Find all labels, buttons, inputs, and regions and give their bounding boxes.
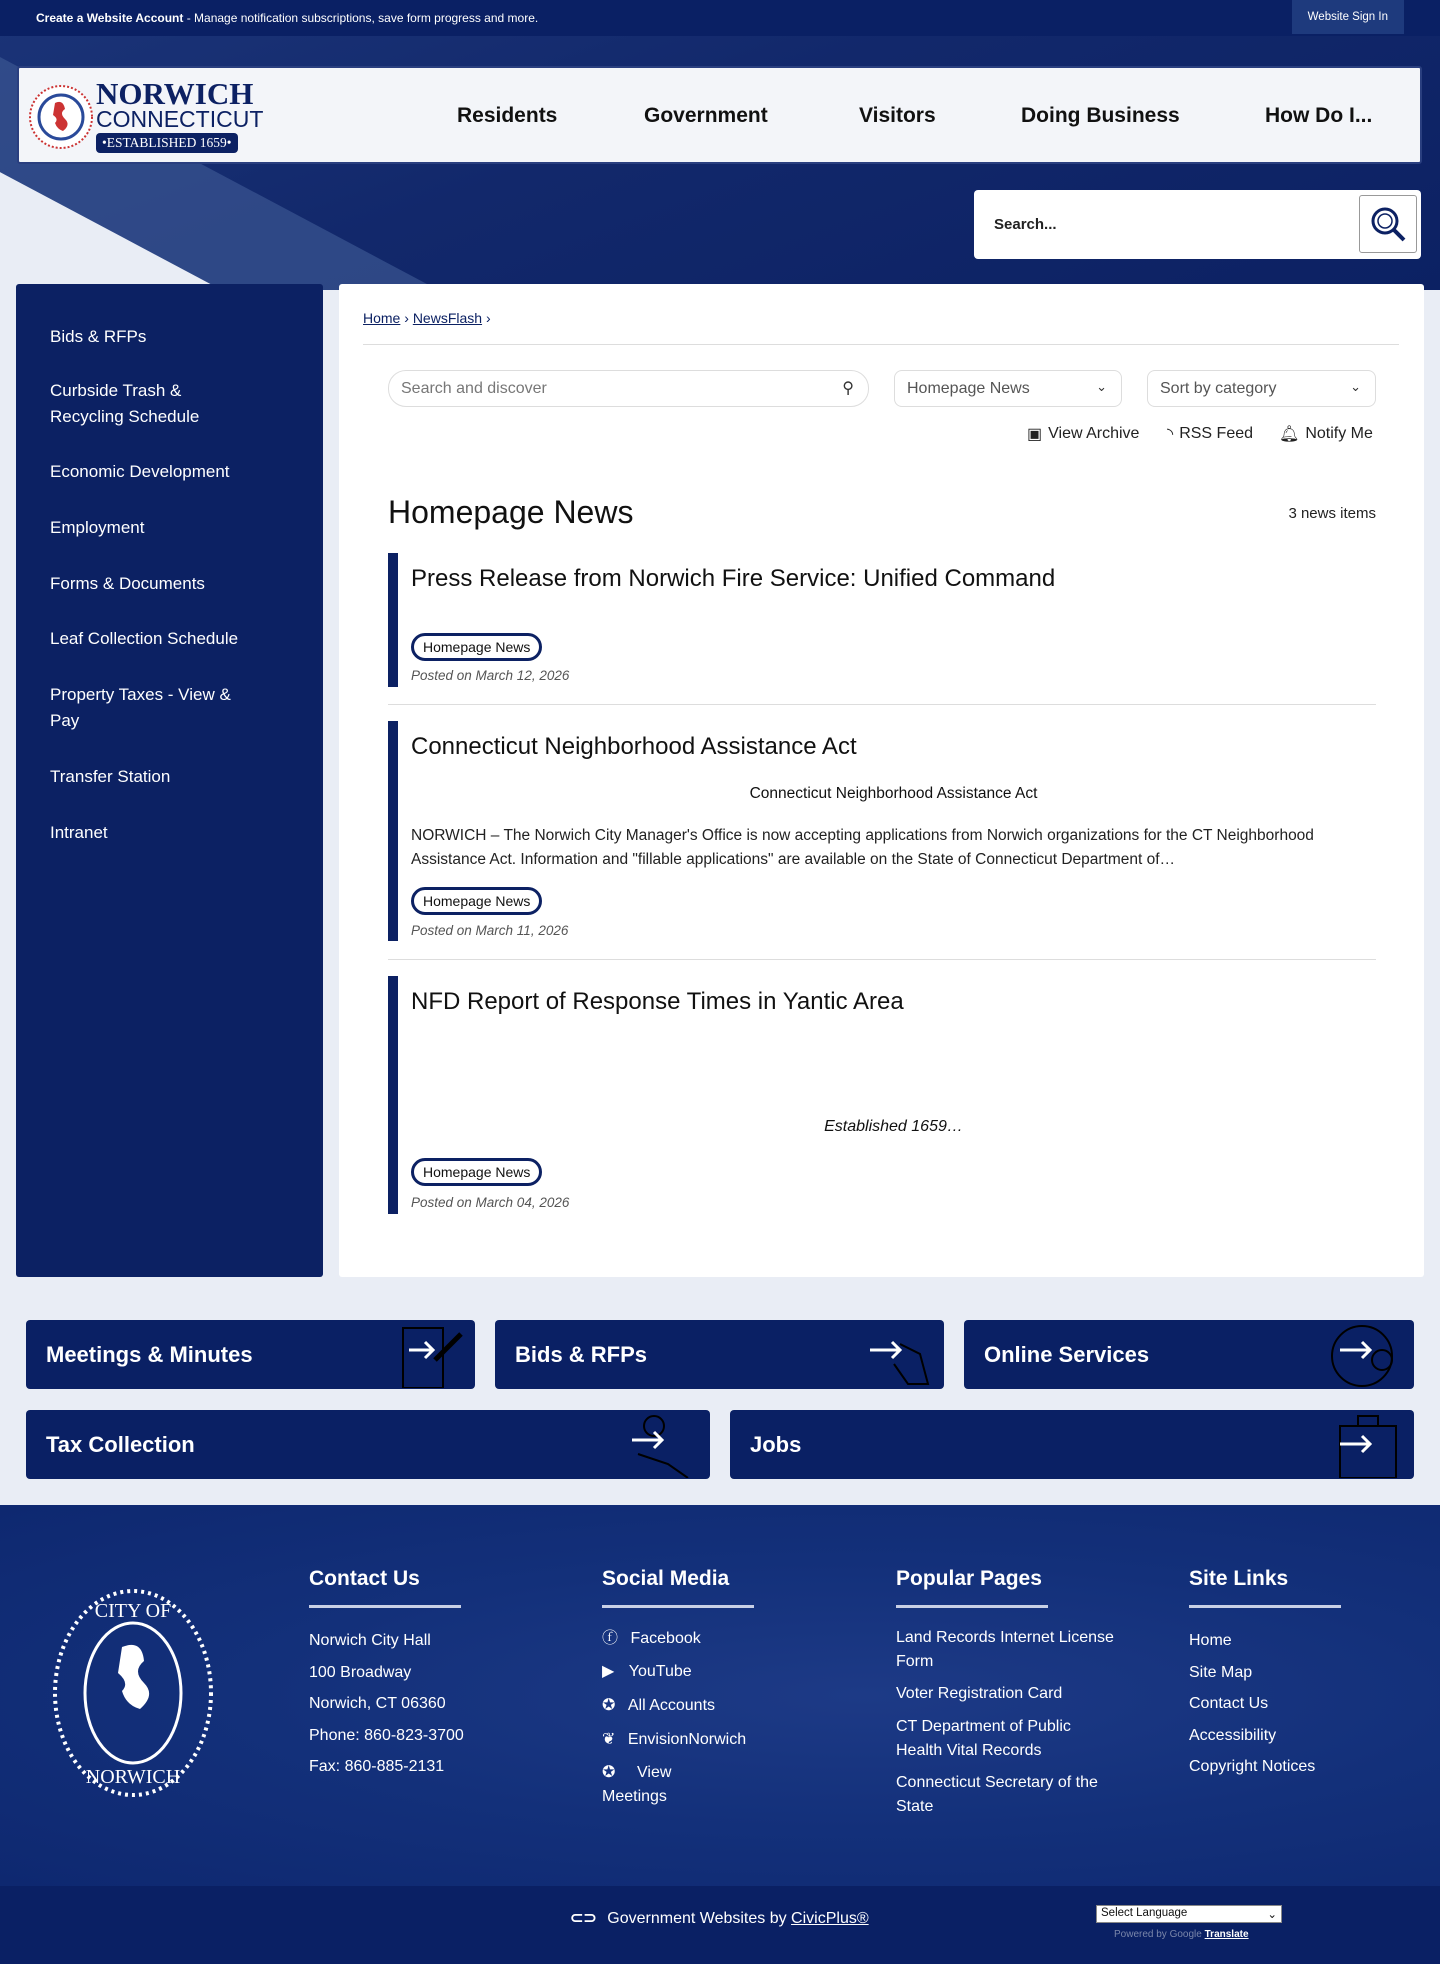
nav-how-do-i[interactable]: How Do I... — [1265, 104, 1373, 127]
chevron-down-icon: ⌄ — [1267, 1909, 1277, 1921]
city-seal-icon — [29, 73, 97, 161]
nav-residents[interactable]: Residents — [457, 104, 558, 127]
divider — [388, 704, 1376, 705]
breadcrumb — [363, 310, 491, 326]
social-youtube[interactable]: ▶ YouTube — [602, 1663, 692, 1680]
site-link-copyright[interactable]: Copyright Notices — [1189, 1758, 1316, 1775]
civicplus-icon: ⊂⊃ — [570, 1910, 597, 1927]
star-badge-icon: ✪ — [602, 1764, 616, 1781]
social-view-meetings[interactable]: ✪ View Meetings — [602, 1761, 742, 1809]
sidebar-item-intranet[interactable]: Intranet — [50, 823, 108, 842]
sidebar-item-forms[interactable]: Forms & Documents — [50, 574, 205, 593]
category-tag[interactable]: Homepage News — [411, 633, 542, 661]
hand-arrow-icon — [860, 1324, 940, 1388]
briefcase-arrow-icon — [1330, 1414, 1410, 1478]
sidebar-item-employment[interactable]: Employment — [50, 518, 145, 537]
globe-arrow-icon — [1330, 1324, 1410, 1388]
page-title: Homepage News — [388, 494, 634, 530]
tile-tax-collection[interactable]: Tax Collection — [26, 1410, 710, 1479]
bottom-bar — [0, 1886, 1440, 1964]
news-count: 3 news items — [1288, 505, 1376, 522]
rss-icon: ◝ — [1167, 426, 1174, 443]
site-link-contact[interactable]: Contact Us — [1189, 1695, 1269, 1712]
social-envision[interactable]: ❦ EnvisionNorwich — [602, 1731, 747, 1748]
heading-underline — [1189, 1605, 1341, 1608]
news-title[interactable]: NFD Report of Response Times in Yantic Area — [411, 988, 904, 1015]
site-link-accessibility[interactable]: Accessibility — [1189, 1726, 1277, 1744]
header — [17, 66, 1422, 164]
tile-bids[interactable]: Bids & RFPs — [495, 1320, 944, 1389]
tile-meetings[interactable]: Meetings & Minutes — [26, 1320, 475, 1389]
facebook-icon: ⓕ — [602, 1630, 619, 1647]
category-tag[interactable]: Homepage News — [411, 887, 542, 915]
bell-icon: 🔔︎ — [1279, 426, 1300, 443]
posted-date: Posted on March 04, 2026 — [411, 1195, 570, 1210]
heading-underline — [896, 1605, 1048, 1608]
social-all-accounts[interactable]: ✪ All Accounts — [602, 1697, 716, 1714]
city-seal-icon — [52, 1587, 214, 1799]
sidebar-item-transfer[interactable]: Transfer Station — [50, 767, 171, 786]
sidebar-item-trash[interactable]: Curbside Trash & Recycling Schedule — [50, 381, 200, 426]
footer — [0, 1505, 1440, 1886]
news-subtitle: Connecticut Neighborhood Assistance Act — [749, 785, 1038, 802]
nav-visitors[interactable]: Visitors — [859, 104, 936, 127]
chevron-down-icon: ⌄ — [1350, 379, 1361, 394]
tile-jobs[interactable]: Jobs — [730, 1410, 1414, 1479]
posted-date: Posted on March 11, 2026 — [411, 923, 569, 938]
footer-heading-contact: Contact Us — [309, 1567, 420, 1590]
main-content — [339, 284, 1424, 1277]
civicplus-credit: ⊂⊃ Government Websites by CivicPlus® — [570, 1910, 869, 1927]
divider — [363, 344, 1399, 345]
clipboard-arrow-icon — [391, 1324, 471, 1388]
sidebar-item-taxes[interactable]: Property Taxes - View & Pay — [50, 685, 231, 730]
sidebar-item-economic[interactable]: Economic Development — [50, 462, 230, 481]
sidebar — [16, 284, 323, 1277]
archive-icon: ▣ — [1027, 426, 1043, 443]
language-select[interactable]: Select Language ⌄ — [1096, 1905, 1282, 1923]
svg-text:CITY OF: CITY OF — [94, 1600, 172, 1622]
chevron-down-icon: ⌄ — [1096, 379, 1107, 394]
logo-established: •ESTABLISHED 1659• — [96, 133, 238, 153]
sidebar-item-bids[interactable]: Bids & RFPs — [50, 327, 147, 346]
footer-heading-social: Social Media — [602, 1567, 730, 1590]
site-link-home[interactable]: Home — [1189, 1632, 1232, 1649]
rss-feed-link[interactable]: ◝ RSS Feed — [1167, 425, 1254, 443]
envision-icon: ❦ — [602, 1731, 616, 1748]
category-select[interactable]: Homepage News ⌄ — [894, 370, 1122, 407]
popular-link[interactable]: CT Department of Public Health Vital Records — [896, 1718, 1071, 1759]
sidebar-item-leaf[interactable]: Leaf Collection Schedule — [50, 629, 239, 648]
breadcrumb-sep: › — [404, 310, 409, 326]
sort-select[interactable]: Sort by category ⌄ — [1147, 370, 1376, 407]
popular-link[interactable]: Connecticut Secretary of the State — [896, 1774, 1098, 1815]
site-search[interactable] — [974, 190, 1421, 259]
heading-underline — [309, 1605, 461, 1608]
logo[interactable] — [29, 73, 269, 161]
news-item — [388, 976, 1376, 1214]
search-button[interactable] — [1359, 195, 1417, 253]
google-translate: Powered by Google Translate — [1114, 1929, 1249, 1940]
news-body: NORWICH – The Norwich City Manager's Office is now accepting applications from Norwich organizations for the CT Neighborhood Assistance Act. Information and "fillable applications" are available on the State of Connecticut Department of… — [411, 827, 1314, 868]
news-excerpt: Established 1659… — [824, 1118, 963, 1135]
nav-government[interactable]: Government — [644, 104, 768, 127]
contact-info: Norwich City Hall 100 Broadway Norwich, CT 06360 Phone: 860-823-3700 Fax: 860-885-2131 — [309, 1632, 464, 1775]
divider — [388, 959, 1376, 960]
popular-link[interactable]: Voter Registration Card — [896, 1685, 1063, 1702]
view-archive-link[interactable]: ▣ View Archive — [1027, 425, 1140, 443]
news-search-input[interactable]: Search and discover ⚲ — [388, 370, 869, 407]
create-account-link[interactable]: Create a Website Account — [36, 11, 184, 25]
posted-date: Posted on March 12, 2026 — [411, 668, 570, 683]
popular-link[interactable]: Land Records Internet License Form — [896, 1629, 1114, 1670]
account-message: - Manage notification subscriptions, save form progress and more. — [183, 11, 539, 25]
news-title[interactable]: Press Release from Norwich Fire Service: Unified Command — [411, 565, 1056, 592]
search-icon — [1368, 204, 1408, 244]
breadcrumb-sep: › — [485, 310, 491, 326]
news-title[interactable]: Connecticut Neighborhood Assistance Act — [411, 733, 857, 760]
heading-underline — [602, 1605, 754, 1608]
civicplus-link[interactable]: CivicPlus® — [791, 1910, 869, 1927]
search-icon: ⚲ — [842, 380, 854, 397]
footer-heading-sitelinks: Site Links — [1189, 1567, 1289, 1590]
news-item — [388, 721, 1376, 941]
news-item — [388, 553, 1376, 687]
website-sign-in-button[interactable]: Website Sign In — [1292, 0, 1404, 34]
footer-heading-popular: Popular Pages — [896, 1567, 1042, 1590]
logo-name: NORWICH — [96, 76, 254, 111]
nav-doing-business[interactable]: Doing Business — [1021, 104, 1180, 127]
search-input[interactable]: Search... — [994, 216, 1057, 233]
site-links — [1189, 1625, 1429, 1783]
notify-me-link[interactable]: 🔔︎ Notify Me — [1279, 425, 1373, 443]
svg-text:NORWICH: NORWICH — [85, 1766, 181, 1788]
top-bar — [0, 0, 1440, 36]
tile-online-services[interactable]: Online Services — [964, 1320, 1414, 1389]
youtube-icon: ▶ — [602, 1663, 615, 1680]
breadcrumb-home[interactable]: Home — [363, 310, 401, 326]
breadcrumb-newsflash[interactable]: NewsFlash — [412, 310, 483, 326]
category-tag[interactable]: Homepage News — [411, 1158, 542, 1186]
site-link-sitemap[interactable]: Site Map — [1189, 1663, 1253, 1681]
money-hand-arrow-icon — [626, 1414, 706, 1478]
star-badge-icon: ✪ — [602, 1697, 616, 1714]
translate-link[interactable]: Translate — [1204, 1929, 1249, 1940]
social-facebook[interactable]: ⓕ Facebook — [602, 1630, 701, 1647]
logo-state: CONNECTICUT — [96, 106, 264, 132]
